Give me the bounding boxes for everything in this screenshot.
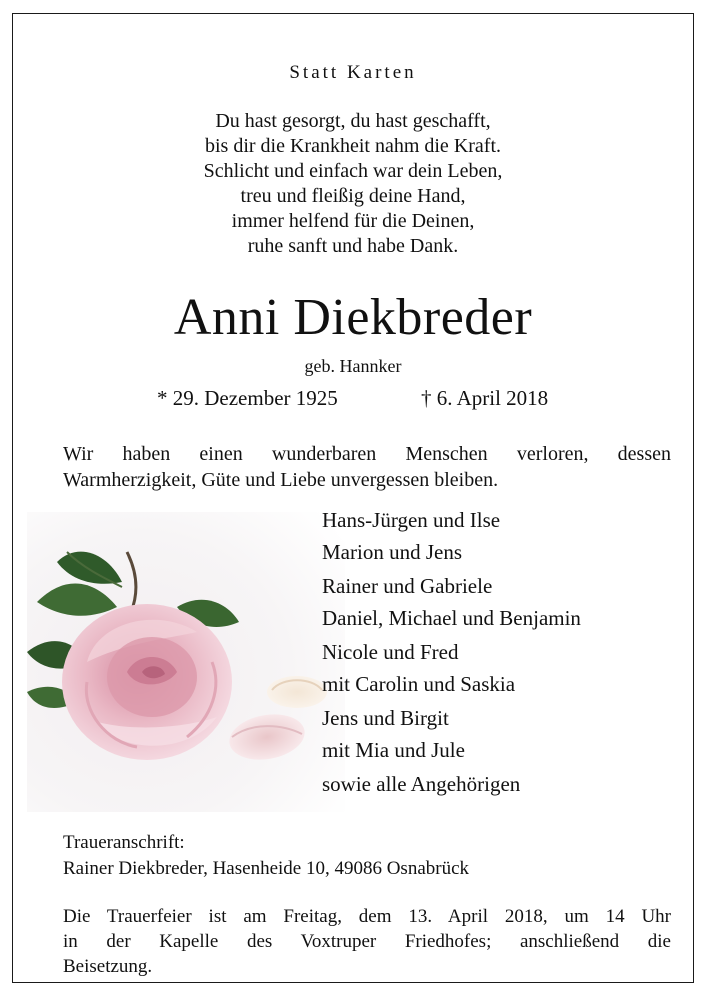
address-line: Rainer Diekbreder, Hasenheide 10, 49086 Osnabrück (63, 858, 470, 879)
funeral-notice (63, 904, 671, 979)
deceased-name: Anni Diekbreder (173, 289, 533, 346)
address-label: Traueranschrift: (63, 832, 185, 853)
mourner-line: Hans-Jürgen und Ilse (322, 508, 501, 532)
mourning-address (63, 830, 469, 882)
poem-line: Schlicht und einfach war dein Leben, (203, 160, 503, 182)
funeral-line: in der Kapelle des Voxtruper Friedhofes; anschließend die (63, 931, 671, 952)
header-statt-karten: Statt Karten (289, 62, 417, 83)
mourner-line: Marion und Jens (322, 540, 462, 564)
death-date: † 6. April 2018 (421, 386, 549, 410)
mourner-group (322, 570, 581, 634)
poem-line: immer helfend für die Deinen, (231, 210, 475, 232)
mourners-list (322, 504, 581, 802)
mourner-group (322, 636, 581, 700)
poem-line: ruhe sanft und habe Dank. (247, 235, 459, 257)
mourner-line: sowie alle Angehörigen (322, 772, 521, 796)
funeral-line: Die Trauerfeier ist am Freitag, dem 13. April 2018, um 14 Uhr (63, 906, 671, 927)
poem (13, 109, 693, 259)
mourner-line: Rainer und Gabriele (322, 574, 493, 598)
birth-date: * 29. Dezember 1925 (157, 386, 338, 410)
mourner-line: mit Mia und Jule (322, 738, 465, 762)
obituary-frame (12, 13, 694, 983)
mourner-line: Daniel, Michael und Benjamin (322, 606, 581, 630)
mourner-line: mit Carolin und Saskia (322, 672, 516, 696)
poem-line: Du hast gesorgt, du hast geschafft, (215, 110, 491, 132)
mourner-line: Nicole und Fred (322, 640, 459, 664)
funeral-line: Beisetzung. (63, 956, 153, 977)
poem-line: bis dir die Krankheit nahm die Kraft. (204, 135, 502, 157)
mourner-group (322, 702, 581, 766)
poem-line: treu und fleißig deine Hand, (240, 185, 466, 207)
intro-text (63, 441, 671, 493)
rose-image (27, 512, 345, 812)
mourner-group (322, 768, 581, 800)
mourner-group (322, 504, 581, 568)
mourner-line: Jens und Birgit (322, 706, 449, 730)
intro-line: Warmherzigkeit, Güte und Liebe unvergessen bleiben. (63, 469, 499, 491)
intro-line: Wir haben einen wunderbaren Menschen verloren, dessen (63, 443, 671, 465)
birth-name: geb. Hannker (304, 356, 402, 376)
